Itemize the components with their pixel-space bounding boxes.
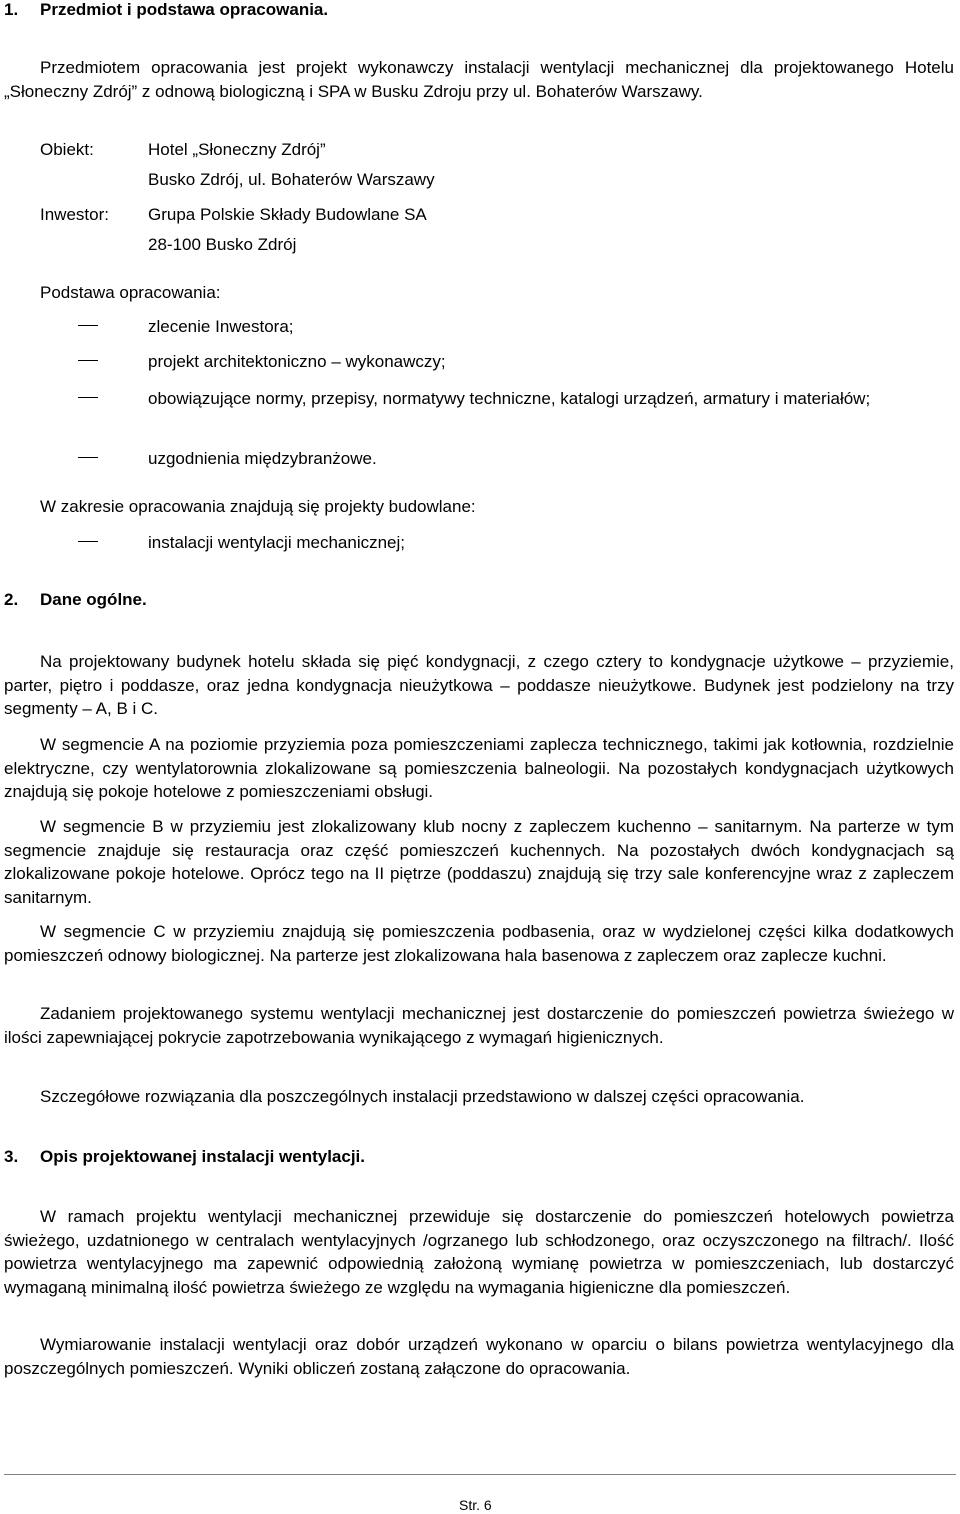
podstawa-item — [78, 387, 954, 411]
podstawa-item — [78, 315, 954, 339]
section-1-heading — [4, 0, 328, 20]
section-2-paragraph: Zadaniem projektowanego systemu wentylacji mechanicznej jest dostarczenie do pomieszczeń powietrza świeżego w ilości zapewniającej pokrycie zapotrzebowania wynikającego z wymagań higienicznych. — [4, 1004, 954, 1047]
dash-bullet — [78, 360, 98, 361]
section-2-paragraph: Na projektowany budynek hotelu składa się pięć kondygnacji, z czego cztery to kondygnacje użytkowe – przyziemie, parter, piętro i poddasze, oraz jedna kondygnacja nieużytkowa – poddasze nieużytkowe. Budynek jest podzielony na trzy segmenty – A, B i C. — [4, 652, 954, 718]
inwestor-label: Inwestor: — [40, 205, 109, 224]
zakres-item-text: instalacji wentylacji mechanicznej; — [148, 533, 406, 552]
section-3-number: 3. — [4, 1147, 19, 1166]
section-3-paragraph: Wymiarowanie instalacji wentylacji oraz dobór urządzeń wykonano w oparciu o bilans powietrza wentylacyjnego dla poszczególnych pomieszczeń. Wyniki obliczeń zostaną załączone do opracowania. — [4, 1335, 954, 1378]
podstawa-item — [78, 350, 954, 374]
zakres-label: W zakresie opracowania znajdują się projekty budowlane: — [40, 497, 476, 516]
obiekt-address: Busko Zdrój, ul. Bohaterów Warszawy — [148, 170, 435, 189]
podstawa-item — [78, 447, 954, 471]
podstawa-label: Podstawa opracowania: — [40, 283, 221, 302]
section-2-paragraph: W segmencie C w przyziemiu znajdują się pomieszczenia podbasenia, oraz w wydzielonej części kilka dodatkowych pomieszczeń odnowy biologicznej. Na parterze jest zlokalizowana hala basenowa z zapleczem oraz zaplecze kuchni. — [4, 922, 954, 965]
page-number: Str. 6 — [459, 1497, 492, 1513]
section-2-number: 2. — [4, 590, 19, 609]
intro-paragraph: Przedmiotem opracowania jest projekt wykonawczy instalacji wentylacji mechanicznej dla projektowanego Hotelu „Słoneczny Zdrój” z odnową biologiczną i SPA w Busku Zdroju przy ul. Bohaterów Warszawy. — [4, 58, 954, 101]
zakres-item — [78, 531, 954, 555]
section-3-title: Opis projektowanej instalacji wentylacji. — [40, 1147, 365, 1166]
footer-divider — [4, 1474, 956, 1475]
dash-bullet — [78, 541, 98, 542]
podstawa-item-text: projekt architektoniczno – wykonawczy; — [148, 352, 446, 371]
section-3-paragraph: W ramach projektu wentylacji mechanicznej przewiduje się dostarczenie do pomieszczeń hotelowych powietrza świeżego, uzdatnionego w centralach wentylacyjnych /ogrzanego lub schłodzonego, oraz oczyszczonego na filtrach/. Ilość powietrza wentylacyjnego ma zapewnić odpowiednią założoną wymianę powietrza w pomieszczeniach, lub dostarczyć wymaganą minimalną ilość powietrza świeżego ze względu na wymagania higieniczne dla pomieszczeń. — [4, 1207, 954, 1297]
podstawa-item-text: uzgodnienia międzybranżowe. — [148, 449, 377, 468]
section-1-number: 1. — [4, 0, 19, 19]
section-2-paragraph: W segmencie A na poziomie przyziemia poza pomieszczeniami zaplecza technicznego, takimi jak kotłownia, rozdzielnie elektryczne, czy wentylatorownia zlokalizowane są pomieszczenia balneologii. Na pozostałych kondygnacjach użytkowych znajdują się pokoje hotelowe z pomieszczeniami obsługi. — [4, 735, 954, 801]
section-2-heading — [4, 590, 147, 610]
dash-bullet — [78, 325, 98, 326]
section-2-title: Dane ogólne. — [40, 590, 147, 609]
obiekt-label: Obiekt: — [40, 140, 94, 159]
podstawa-item-text: zlecenie Inwestora; — [148, 317, 294, 336]
obiekt-name: Hotel „Słoneczny Zdrój” — [148, 140, 326, 159]
dash-bullet — [78, 457, 98, 458]
section-2-paragraph: W segmencie B w przyziemiu jest zlokalizowany klub nocny z zapleczem kuchenno – sanitarnym. Na parterze w tym segmencie znajduje się restauracja oraz część pomieszczeń kuchennych. Na pozostałych dwóch kondygnacjach są zlokalizowane pokoje hotelowe. Oprócz tego na II piętrze (poddaszu) znajdują się trzy sale konferencyjne wraz z zapleczem sanitarnym. — [4, 817, 954, 907]
section-3-heading — [4, 1147, 365, 1167]
dash-bullet — [78, 397, 98, 398]
podstawa-item-text: obowiązujące normy, przepisy, normatywy techniczne, katalogi urządzeń, armatury i materiałów; — [148, 389, 871, 408]
inwestor-name: Grupa Polskie Składy Budowlane SA — [148, 205, 427, 224]
section-1-title: Przedmiot i podstawa opracowania. — [40, 0, 329, 19]
section-2-paragraph: Szczegółowe rozwiązania dla poszczególnych instalacji przedstawiono w dalszej części opracowania. — [40, 1087, 805, 1106]
inwestor-address: 28-100 Busko Zdrój — [148, 235, 297, 254]
